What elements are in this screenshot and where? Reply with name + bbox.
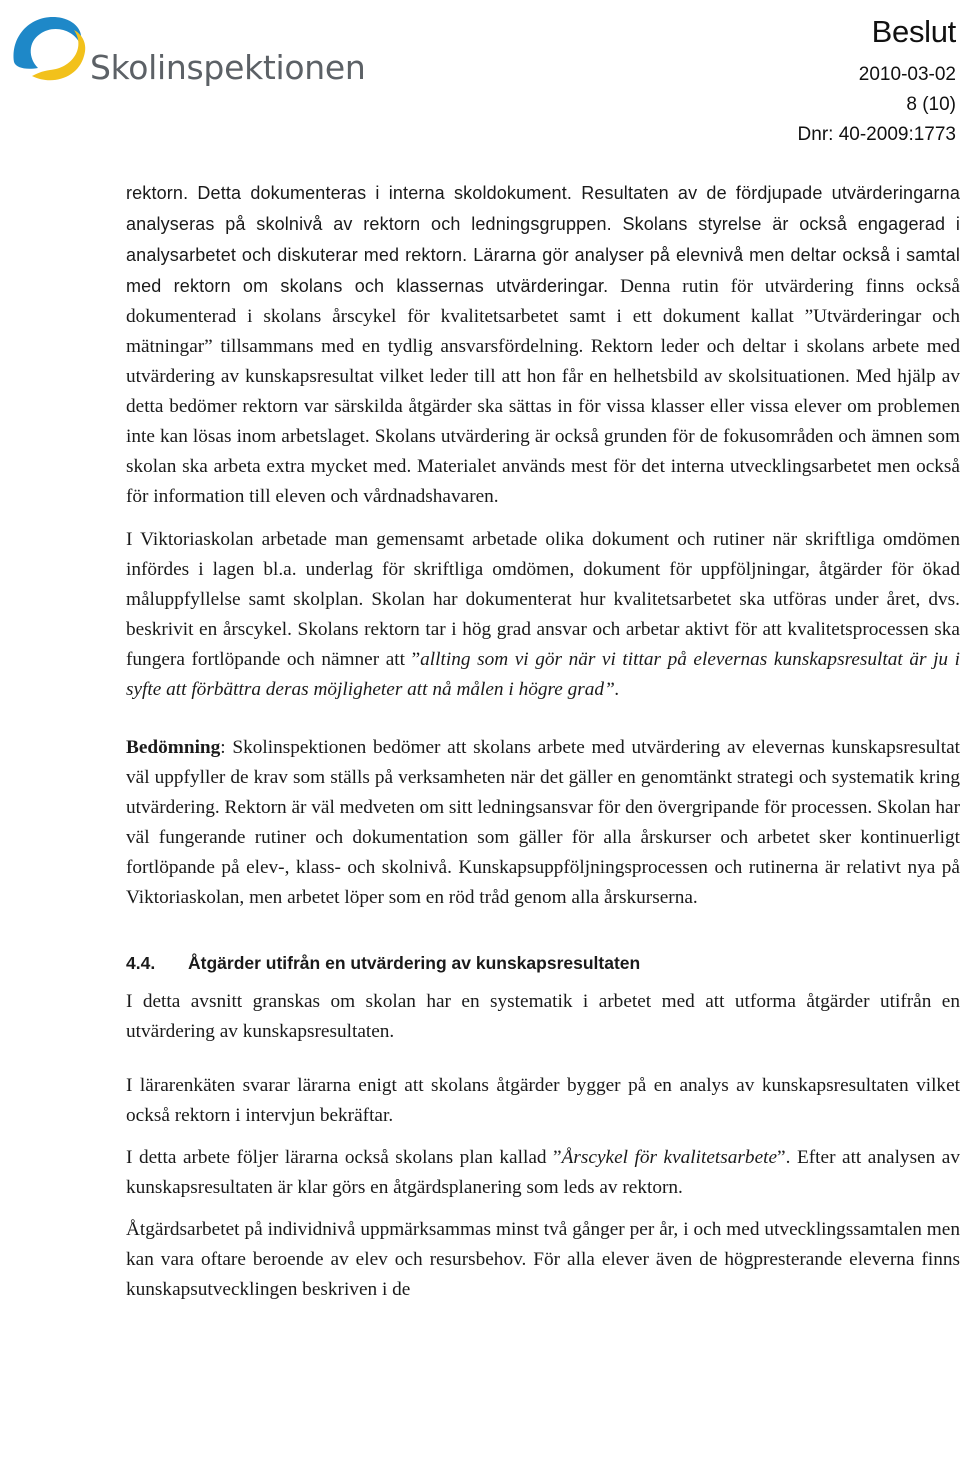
bedomning-label: Bedömning (126, 737, 221, 758)
document-header (798, 14, 956, 146)
diary-number: Dnr: 40-2009:1773 (797, 124, 956, 145)
paragraph-atgardsarbete: Åtgärdsarbetet på individnivå uppmärksammas minst två gånger per år, i och med utvecklingssamtalen men kan vara oftare beroende av elev och resursbehov. För alla elever även de högpresterande eleverna finns kunskapsutvecklingen beskriven i de (126, 1219, 960, 1300)
paragraph-arscykel-end: ”. Efter att analysen av kunskapsresultaten är klar görs en åtgärdsplanering som leds av rektorn. (126, 1147, 960, 1198)
paragraph-bedomning (126, 733, 960, 913)
document-date: 2010-03-02 (858, 64, 956, 85)
paragraph-arscykel-start: I detta arbete följer lärarna också skolans plan kallad ” (126, 1147, 562, 1168)
bedomning-text: : Skolinspektionen bedömer att skolans arbete med utvärdering av elevernas kunskapsresultat väl uppfyller de krav som ställs på verksamheten när det gäller en genomtänkt strategi och systematik kring utvärdering. Rektorn är väl medveten om sitt ledningsansvar för den övergripande för processen. Skolan har väl fungerande rutiner och dokumentation som gäller för alla årskurser och arbetet sker kontinuerligt fortlöpande på elev-, klass- och skolnivå. Kunskapsuppföljningsprocessen och rutinerna är relativt nya på Viktoriaskolan, men arbetet löper som en röd tråd genom alla årskurserna. (126, 737, 960, 908)
logo-wordmark: Skolinspektionen (90, 48, 366, 87)
paragraph-continued-text-2: Denna rutin för utvärdering finns också dokumenterad i skolans årscykel för kvalitetsarbetet samt i ett dokument kallat ”Utvärderingar och mätningar” tillsammans med en tydlig ansvarsfördelning. Rektorn leder och deltar i skolans arbete med utvärdering av kunskapsresultat vilket leder till att hon får en helhetsbild av skolsituationen. Med hjälp av detta bedömer rektorn var särskilda åtgärder ska sättas in för vissa klasser eller vissa elever om problemen inte kan lösas inom arbetslaget. Skolans utvärdering är också grunden för de fokusområden och ämnen som skolan ska arbeta extra mycket med. Materialet används mest för det interna utvecklingsarbetet men också för information till eleven och vårdnadshavaren. (126, 276, 960, 507)
quote-arscykel: Årscykel för kvalitetsarbete (561, 1147, 778, 1168)
paragraph-intro: I detta avsnitt granskas om skolan har en systematik i arbetet med att utforma åtgärder utifrån en utvärdering av kunskapsresultaten. (126, 991, 960, 1042)
paragraph-viktoriaskolan-text: I Viktoriaskolan arbetade man gemensamt arbetade olika dokument och rutiner när skriftliga omdömen infördes i lagen bl.a. underlag för skriftliga omdömen, dokument för uppföljningar, åtgärder för ökad måluppfyllelse samt skolplan. Skolan har dokumenterat hur kvalitetsarbetet ska utföras under året, dvs. beskrivit en årscykel. Skolans rektorn tar i hög grad ansvar och arbetar aktivt för att kvalitetsprocessen ska fungera fortlöpande och nämner att ” (126, 529, 960, 670)
quote-rektor: allting som vi gör när vi tittar på elevernas kunskapsresultat är ju i syfte att förbättra deras möjligheter att nå målen i högre grad (126, 649, 960, 700)
quote-end: ”. (604, 679, 620, 700)
paragraph-viktoriaskolan (126, 525, 960, 705)
paragraph-continued (126, 178, 960, 512)
document-type: Beslut (871, 14, 956, 49)
section-heading (126, 951, 960, 975)
page-number: 8 (10) (906, 94, 956, 115)
section-title: Åtgärder utifrån en utvärdering av kunskapsresultaten (188, 953, 641, 973)
section-number: 4.4. (126, 953, 156, 973)
paragraph-continued-text: rektorn. Detta dokumenteras i interna skoldokument. Resultaten av de fördjupade utvärderingarna analyseras på skolnivå av rektorn och ledningsgruppen. Skolans styrelse är också engagerad i analysarbetet och diskuterar med rektorn. Lärarna gör analyser på elevnivå men deltar också i samtal med rektorn om skolans och klassernas utvärderingar. (126, 183, 960, 296)
skolinspektionen-logo (4, 4, 366, 94)
paragraph-arscykel (126, 1143, 960, 1203)
document-body (126, 178, 960, 1305)
paragraph-lararenkat: I lärarenkäten svarar lärarna enigt att skolans åtgärder bygger på en analys av kunskapsresultaten vilket också rektorn i intervjun bekräftar. (126, 1075, 960, 1126)
